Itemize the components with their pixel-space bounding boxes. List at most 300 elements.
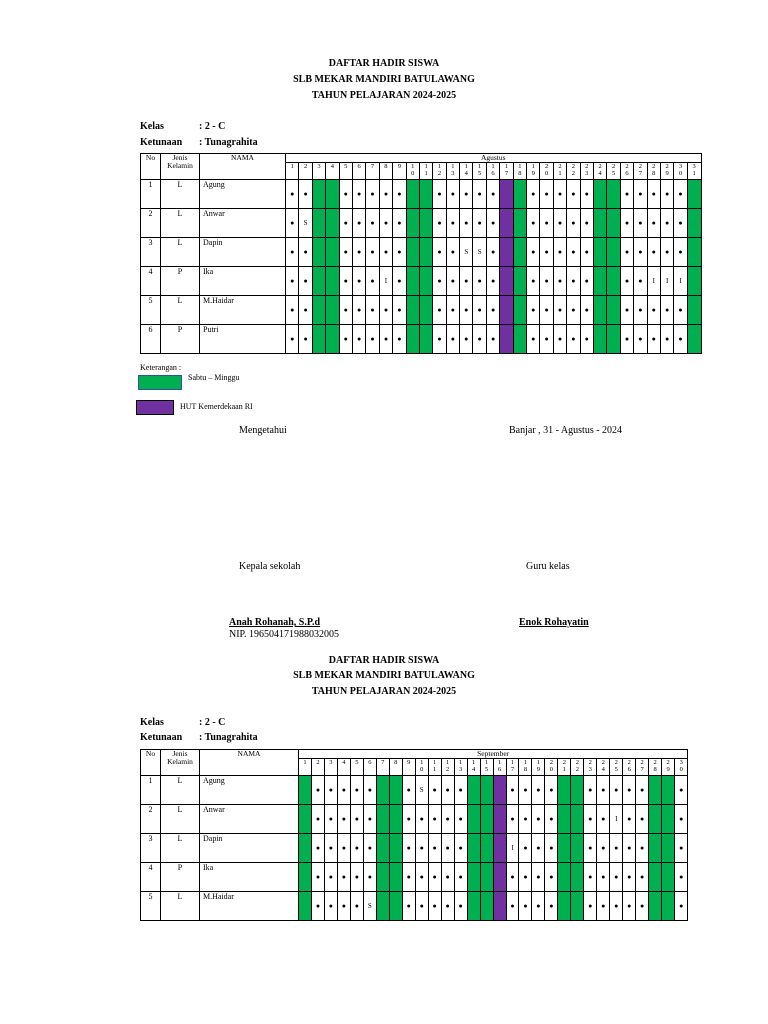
row-jenis-kelamin: P [161,863,200,892]
day-number: 1 4 [467,759,480,776]
attendance-mark [649,892,662,921]
attendance-mark: ● [486,296,499,325]
guru-kelas-name: Enok Rohayatin [519,617,589,628]
attendance-mark [389,776,402,805]
attendance-mark: ● [454,805,467,834]
day-number: 1 4 [460,163,473,180]
attendance-mark: ● [473,180,486,209]
attendance-mark: ● [286,180,299,209]
attendance-mark: ● [363,863,376,892]
attendance-mark [467,863,480,892]
attendance-mark: ● [634,325,647,354]
attendance-mark: ● [402,776,415,805]
attendance-mark: ● [339,325,352,354]
attendance-mark [571,892,584,921]
day-number: 1 3 [454,759,467,776]
attendance-mark: ● [660,325,673,354]
attendance-mark [467,834,480,863]
attendance-mark: ● [311,834,324,863]
attendance-mark: ● [545,863,558,892]
day-number: 2 [311,759,324,776]
table-row [141,834,688,863]
attendance-mark: ● [636,892,649,921]
attendance-mark [571,805,584,834]
doc1-title-line-1: DAFTAR HADIR SISWA [328,58,440,69]
attendance-mark [467,776,480,805]
attendance-mark [419,180,432,209]
attendance-mark [299,863,312,892]
attendance-mark: I [610,805,623,834]
attendance-mark: ● [527,180,540,209]
attendance-mark: ● [366,180,379,209]
day-number: 1 5 [480,759,493,776]
row-jenis-kelamin: P [161,267,200,296]
attendance-mark: ● [584,776,597,805]
attendance-mark [513,267,526,296]
attendance-mark: ● [299,238,312,267]
attendance-mark [593,267,606,296]
row-jenis-kelamin: L [161,805,200,834]
day-number: 2 5 [610,759,623,776]
day-number: 2 0 [540,163,553,180]
legend-holiday-swatch [136,400,174,415]
attendance-mark: ● [366,325,379,354]
attendance-mark: ● [519,805,532,834]
day-number: 2 8 [649,759,662,776]
day-number: 1 6 [486,163,499,180]
attendance-mark: ● [567,296,580,325]
attendance-mark [571,834,584,863]
attendance-mark [513,209,526,238]
attendance-mark: ● [597,834,610,863]
row-name: Agung [200,180,286,209]
legend-holiday-label: HUT Kemerdekaan RI [180,402,253,411]
attendance-mark: ● [532,863,545,892]
attendance-mark: ● [339,296,352,325]
attendance-mark: ● [580,267,593,296]
attendance-mark: ● [460,267,473,296]
attendance-mark: ● [620,238,633,267]
attendance-mark [493,834,506,863]
table-row [141,805,688,834]
day-number: 3 0 [675,759,688,776]
attendance-mark [389,805,402,834]
day-number: 1 7 [506,759,519,776]
attendance-mark [558,834,571,863]
attendance-mark [593,180,606,209]
attendance-mark [312,209,325,238]
attendance-mark: ● [446,238,459,267]
attendance-mark: ● [636,863,649,892]
row-no: 4 [141,863,161,892]
day-number: 1 1 [428,759,441,776]
attendance-mark: ● [527,267,540,296]
attendance-mark [687,267,701,296]
attendance-mark [571,776,584,805]
attendance-mark: ● [623,776,636,805]
attendance-mark: ● [540,296,553,325]
attendance-mark: ● [545,834,558,863]
attendance-mark: ● [580,325,593,354]
row-jenis-kelamin: L [161,180,200,209]
row-name: Anwar [200,805,299,834]
day-number: 9 [393,163,406,180]
attendance-mark [480,834,493,863]
attendance-mark [376,776,389,805]
header-jenis-kelamin: Jenis Kelamin [161,154,200,180]
attendance-mark: ● [545,776,558,805]
attendance-mark: ● [379,238,392,267]
attendance-mark [376,805,389,834]
attendance-mark: I [506,834,519,863]
attendance-mark: ● [324,863,337,892]
attendance-mark: ● [454,776,467,805]
table-row [141,180,702,209]
attendance-mark: ● [674,238,687,267]
attendance-mark: ● [339,267,352,296]
attendance-mark [299,834,312,863]
attendance-mark: ● [460,180,473,209]
legend-title: Keterangan : [140,363,182,372]
attendance-mark: ● [299,296,312,325]
day-number: 5 [339,163,352,180]
attendance-mark: ● [446,267,459,296]
attendance-mark: ● [636,805,649,834]
day-number: 2 [299,163,312,180]
attendance-mark: ● [379,296,392,325]
attendance-mark: ● [636,776,649,805]
attendance-mark: ● [675,892,688,921]
day-number: 3 [312,163,325,180]
attendance-mark: ● [441,834,454,863]
attendance-mark [312,238,325,267]
attendance-mark: ● [433,209,446,238]
attendance-mark: ● [393,296,406,325]
attendance-mark: ● [286,296,299,325]
attendance-mark: ● [674,209,687,238]
attendance-mark [419,267,432,296]
attendance-mark: ● [580,238,593,267]
attendance-mark: ● [610,892,623,921]
attendance-mark [593,238,606,267]
attendance-mark: ● [446,325,459,354]
attendance-mark: ● [393,180,406,209]
attendance-mark: ● [634,267,647,296]
attendance-mark: ● [337,834,350,863]
day-number: 1 [299,759,312,776]
attendance-mark: ● [286,267,299,296]
attendance-mark [480,776,493,805]
attendance-mark [419,325,432,354]
attendance-mark [419,238,432,267]
attendance-mark: ● [393,325,406,354]
row-name: Dapin [200,834,299,863]
attendance-mark [500,267,513,296]
attendance-mark [467,805,480,834]
attendance-mark: ● [567,238,580,267]
attendance-mark [493,892,506,921]
attendance-mark [493,863,506,892]
attendance-mark: ● [636,834,649,863]
day-number: 2 0 [545,759,558,776]
row-name: Putri [200,325,286,354]
attendance-mark [480,892,493,921]
attendance-mark [662,834,675,863]
day-number: 1 5 [473,163,486,180]
attendance-mark: ● [634,209,647,238]
attendance-mark: ● [597,892,610,921]
row-name: M.Haidar [200,892,299,921]
legend-weekend-swatch [138,375,182,390]
table-row [141,209,702,238]
attendance-mark [513,238,526,267]
attendance-mark [312,325,325,354]
attendance-mark [687,180,701,209]
attendance-mark [607,325,620,354]
attendance-mark: S [460,238,473,267]
day-number: 4 [337,759,350,776]
attendance-mark: ● [473,296,486,325]
row-jenis-kelamin: L [161,209,200,238]
attendance-mark: ● [415,892,428,921]
day-number: 1 9 [532,759,545,776]
attendance-mark [558,776,571,805]
row-no: 3 [141,834,161,863]
doc2-title-line-2: SLB MEKAR MANDIRI BATULAWANG [293,670,475,681]
header-no: No [141,154,161,180]
attendance-mark [513,180,526,209]
doc1-kelas-value: : 2 - C [199,121,226,132]
attendance-mark [419,296,432,325]
attendance-mark: ● [441,805,454,834]
day-number: 4 [326,163,339,180]
header-row [141,750,688,759]
attendance-mark: ● [299,267,312,296]
attendance-mark [326,296,339,325]
kepala-sekolah-label: Kepala sekolah [239,561,301,572]
attendance-mark: ● [634,180,647,209]
attendance-mark: I [660,267,673,296]
day-number: 6 [363,759,376,776]
attendance-mark: ● [553,325,566,354]
attendance-mark: ● [393,267,406,296]
attendance-mark: ● [647,238,660,267]
doc1-kelas-label: Kelas [140,121,164,132]
doc1-ketunaan-value: : Tunagrahita [199,137,258,148]
attendance-mark: ● [473,267,486,296]
doc1-ketunaan-label: Ketunaan [140,137,183,148]
attendance-mark: ● [460,325,473,354]
day-number: 2 1 [553,163,566,180]
attendance-mark [593,209,606,238]
attendance-mark: ● [433,325,446,354]
day-number: 7 [366,163,379,180]
attendance-mark [558,892,571,921]
day-number: 8 [389,759,402,776]
attendance-mark: ● [486,209,499,238]
row-no: 2 [141,805,161,834]
attendance-mark: ● [350,863,363,892]
attendance-mark [312,180,325,209]
attendance-mark: ● [623,863,636,892]
attendance-mark: ● [324,834,337,863]
attendance-mark [406,267,419,296]
attendance-mark: ● [623,892,636,921]
attendance-mark: ● [584,892,597,921]
day-number: 1 2 [433,163,446,180]
attendance-mark [662,892,675,921]
day-number: 1 8 [513,163,526,180]
attendance-mark: ● [584,805,597,834]
attendance-mark: ● [567,180,580,209]
attendance-mark: ● [324,805,337,834]
attendance-mark: ● [660,296,673,325]
row-jenis-kelamin: L [161,834,200,863]
attendance-mark: ● [620,267,633,296]
day-number: 3 1 [687,163,701,180]
row-name: Ika [200,863,299,892]
row-no: 6 [141,325,161,354]
attendance-mark: ● [620,325,633,354]
day-number: 1 0 [406,163,419,180]
day-number: 2 1 [558,759,571,776]
attendance-mark: ● [486,267,499,296]
attendance-mark [513,296,526,325]
attendance-mark: ● [553,209,566,238]
attendance-mark: ● [350,834,363,863]
header-jenis-kelamin: Jenis Kelamin [161,750,200,776]
attendance-mark: ● [352,267,365,296]
header-nama: NAMA [200,154,286,180]
attendance-mark [500,296,513,325]
attendance-mark [649,805,662,834]
attendance-mark [406,180,419,209]
attendance-mark [389,892,402,921]
header-month: September [299,750,688,759]
attendance-mark: ● [286,209,299,238]
attendance-mark: ● [299,180,312,209]
row-name: Dapin [200,238,286,267]
attendance-mark [687,296,701,325]
day-number: 2 6 [623,759,636,776]
attendance-mark: ● [433,296,446,325]
attendance-mark: I [379,267,392,296]
attendance-mark: ● [402,892,415,921]
attendance-mark [326,238,339,267]
attendance-mark: ● [311,863,324,892]
attendance-mark: ● [433,180,446,209]
attendance-mark: ● [428,776,441,805]
attendance-mark [607,238,620,267]
attendance-mark [687,238,701,267]
attendance-mark: ● [454,892,467,921]
attendance-mark [419,209,432,238]
attendance-mark [607,180,620,209]
attendance-mark [662,863,675,892]
mengetahui-text: Mengetahui [239,425,287,436]
row-jenis-kelamin: L [161,892,200,921]
attendance-mark: ● [567,209,580,238]
attendance-mark: ● [428,892,441,921]
kepala-sekolah-nip: NIP. 196504171988032005 [229,629,340,640]
attendance-mark: ● [545,805,558,834]
doc1-title-line-2: SLB MEKAR MANDIRI BATULAWANG [293,74,475,85]
row-no: 4 [141,267,161,296]
day-number: 2 7 [634,163,647,180]
attendance-mark: ● [299,325,312,354]
place-date-text: Banjar , 31 - Agustus - 2024 [509,425,623,436]
attendance-mark: ● [433,238,446,267]
attendance-mark [389,863,402,892]
attendance-mark: ● [415,805,428,834]
attendance-mark: ● [363,805,376,834]
attendance-mark: ● [540,238,553,267]
attendance-mark: ● [337,863,350,892]
attendance-mark: ● [540,325,553,354]
attendance-mark: ● [610,863,623,892]
attendance-mark: ● [553,238,566,267]
attendance-mark: ● [428,805,441,834]
attendance-mark: ● [460,209,473,238]
row-name: Agung [200,776,299,805]
attendance-mark: ● [540,209,553,238]
header-no: No [141,750,161,776]
attendance-mark: ● [532,805,545,834]
doc2-title-line-1: DAFTAR HADIR SISWA [328,655,440,666]
day-number: 8 [379,163,392,180]
attendance-mark: ● [647,209,660,238]
attendance-mark: ● [519,892,532,921]
attendance-mark: ● [446,296,459,325]
attendance-mark: ● [352,325,365,354]
day-number: 2 3 [580,163,593,180]
attendance-mark: S [415,776,428,805]
day-number: 2 4 [593,163,606,180]
attendance-mark: ● [352,238,365,267]
attendance-mark: ● [415,834,428,863]
attendance-mark: ● [402,805,415,834]
attendance-mark: ● [674,325,687,354]
attendance-mark [326,180,339,209]
day-number: 1 1 [419,163,432,180]
table-row [141,892,688,921]
day-number: 2 7 [636,759,649,776]
header-row [141,154,702,163]
row-no: 5 [141,892,161,921]
attendance-mark: ● [324,776,337,805]
table-row [141,267,702,296]
row-no: 5 [141,296,161,325]
attendance-mark: ● [532,834,545,863]
attendance-mark: S [473,238,486,267]
attendance-mark: ● [620,180,633,209]
attendance-mark: ● [446,209,459,238]
attendance-mark: ● [527,238,540,267]
attendance-mark: ● [324,892,337,921]
table-row [141,238,702,267]
day-number: 2 5 [607,163,620,180]
attendance-mark: ● [433,267,446,296]
attendance-mark: ● [660,180,673,209]
attendance-mark: ● [519,834,532,863]
attendance-mark: ● [379,209,392,238]
row-name: Ika [200,267,286,296]
doc2-ketunaan-label: Ketunaan [140,732,183,743]
table-row [141,296,702,325]
attendance-mark: ● [339,209,352,238]
kepala-sekolah-name: Anah Rohanah, S.P.d [229,617,321,628]
attendance-mark: ● [352,209,365,238]
